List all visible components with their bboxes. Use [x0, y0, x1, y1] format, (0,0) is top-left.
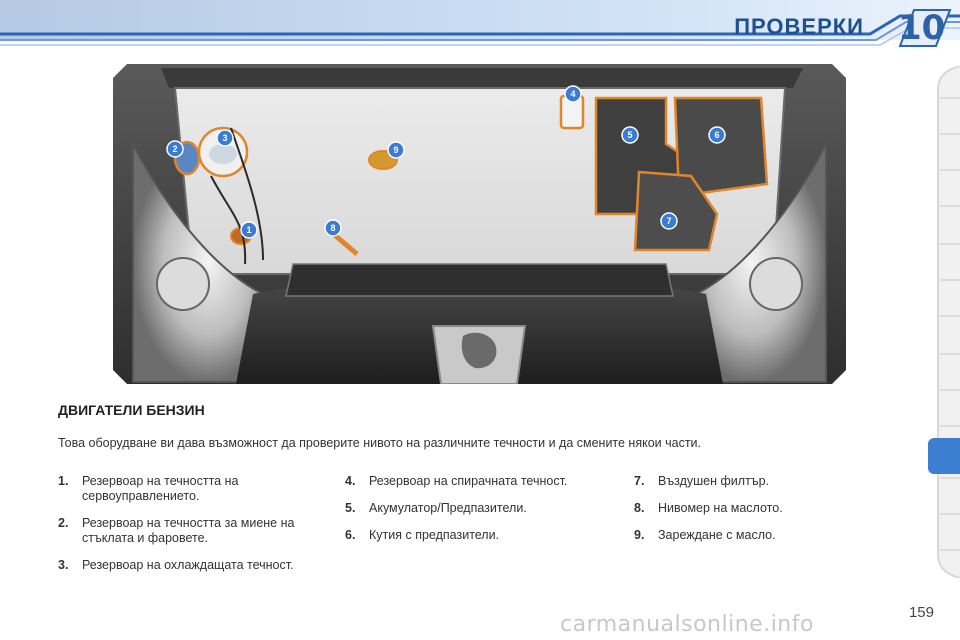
callout-5-label: 5 — [627, 130, 633, 140]
side-tab-active[interactable] — [928, 438, 960, 474]
item-text: Резервоар на охлаждащата течност. — [82, 558, 294, 572]
callout-6-label: 6 — [714, 130, 720, 140]
item-number: 6. — [345, 528, 356, 542]
list-item — [58, 516, 328, 546]
page-number: 159 — [908, 604, 934, 621]
items-column-3 — [634, 474, 884, 555]
items-column-1 — [58, 474, 328, 585]
list-item — [634, 528, 884, 543]
items-column-2 — [345, 474, 625, 555]
item-text: Резервоар на течността на сервоуправлението. — [82, 474, 239, 503]
callout-9-label: 9 — [393, 145, 399, 155]
item-text: Резервоар на течността за миене на стъклата и фаровете. — [82, 516, 295, 545]
callout-1-label: 1 — [246, 225, 252, 235]
item-number: 9. — [634, 528, 645, 542]
item-number: 3. — [58, 558, 69, 572]
item-number: 4. — [345, 474, 356, 488]
side-tab-strip[interactable] — [926, 66, 960, 578]
item-text: Нивомер на маслото. — [658, 501, 783, 515]
callout-4-label: 4 — [570, 89, 576, 99]
list-item — [345, 528, 625, 543]
callout-7-label: 7 — [666, 216, 672, 226]
engine-bay-illustration — [113, 64, 846, 384]
item-text: Кутия с предпазители. — [369, 528, 500, 542]
item-text: Въздушен филтър. — [658, 474, 770, 488]
intro-text: Това оборудване ви дава възможност да проверите нивото на различните течности и да смените някои части. — [58, 436, 702, 450]
item-number: 7. — [634, 474, 645, 488]
callout-2-label: 2 — [172, 144, 178, 154]
item-number: 2. — [58, 516, 69, 530]
item-text: Акумулатор/Предпазители. — [369, 501, 527, 515]
list-item — [345, 501, 625, 516]
list-item — [58, 474, 328, 504]
item-text: Резервоар на спирачната течност. — [369, 474, 568, 488]
callout-8-label: 8 — [330, 223, 336, 233]
item-number: 5. — [345, 501, 356, 515]
chapter-title: ПРОВЕРКИ — [734, 14, 864, 39]
list-item — [58, 558, 328, 573]
list-item — [634, 501, 884, 516]
callout-3-label: 3 — [222, 133, 228, 143]
item-number: 1. — [58, 474, 69, 488]
list-item — [345, 474, 625, 489]
list-item — [634, 474, 884, 489]
section-title: ДВИГАТЕЛИ БЕНЗИН — [58, 402, 205, 418]
watermark: carmanualsonline.info — [560, 612, 814, 637]
item-text: Зареждане с масло. — [658, 528, 776, 542]
chapter-number: 10 — [898, 8, 946, 48]
item-number: 8. — [634, 501, 645, 515]
